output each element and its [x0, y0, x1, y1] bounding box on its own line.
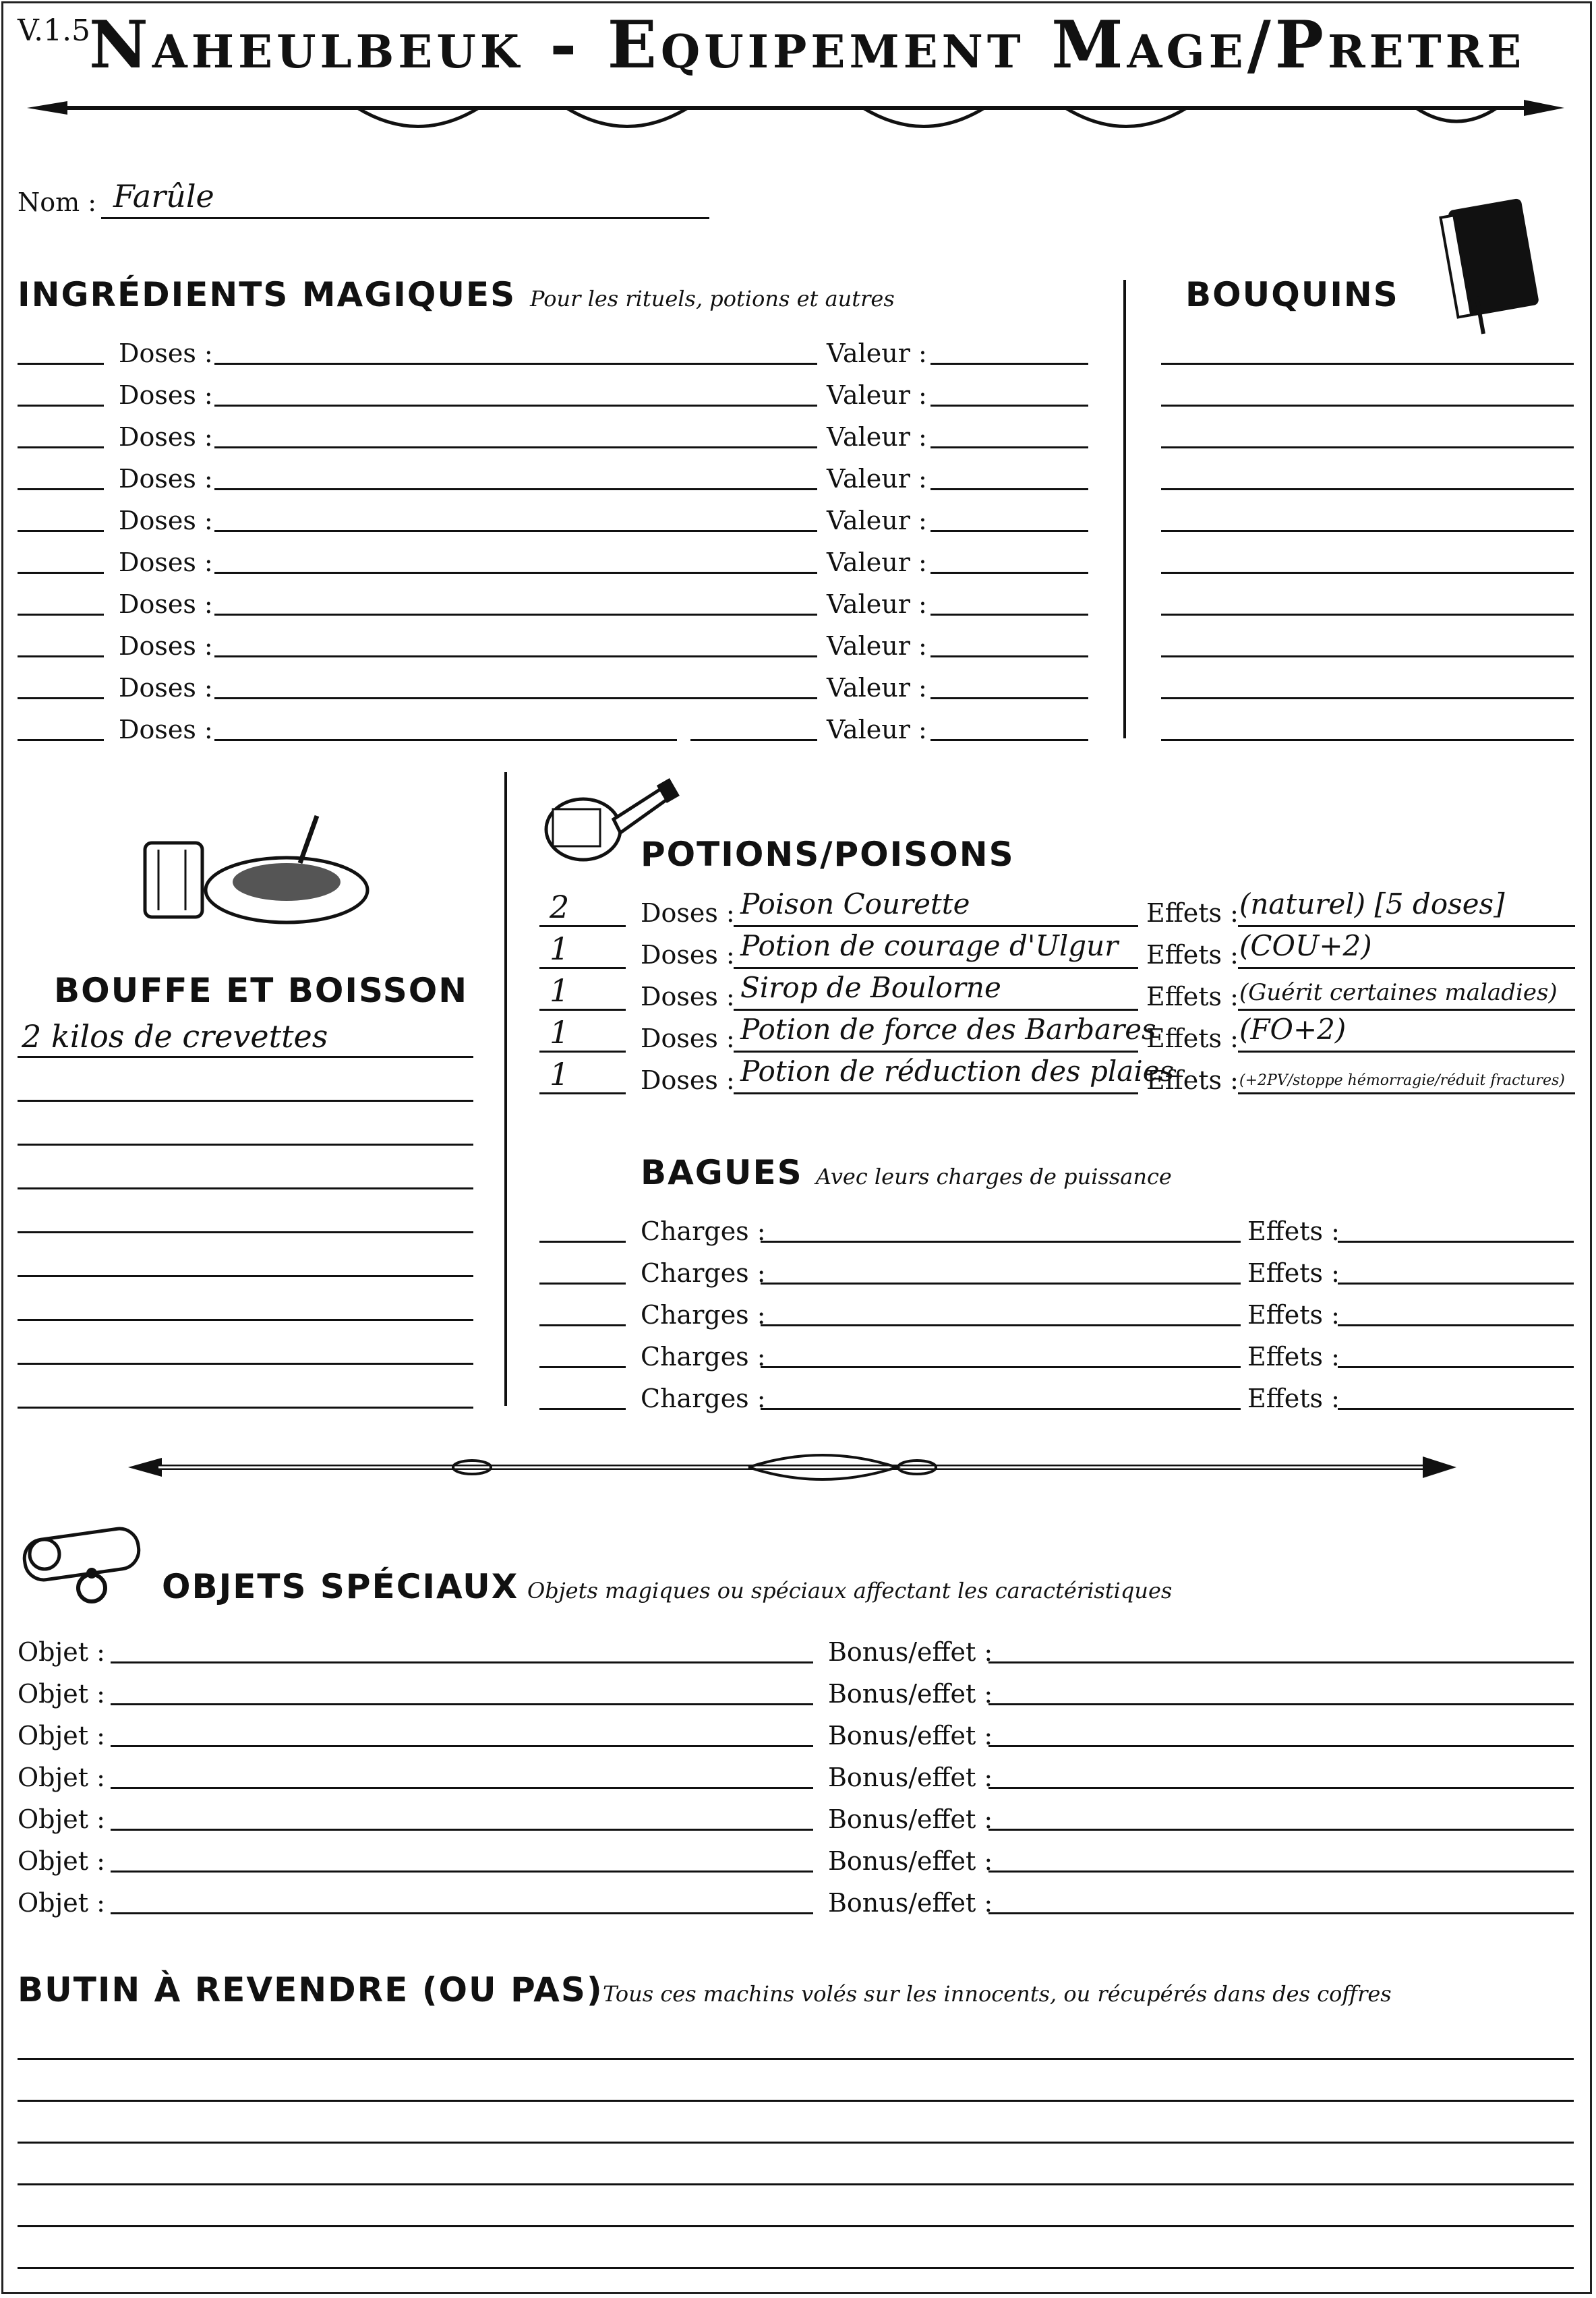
objets-subtitle: Objets magiques ou spéciaux affectant les caractéristiques — [527, 1578, 1173, 1603]
butin-line[interactable] — [18, 2142, 1574, 2144]
potion-effect-line — [1238, 1009, 1575, 1011]
ingredient-valeur-field[interactable] — [930, 405, 1088, 407]
ingredient-valeur-field[interactable] — [930, 614, 1088, 616]
bouquin-line[interactable] — [1161, 655, 1574, 657]
bague-effets-label: Effets : — [1247, 1384, 1340, 1413]
potion-name-line — [734, 967, 1138, 969]
doses-label: Doses : — [119, 338, 213, 368]
nom-label: Nom : — [18, 187, 97, 217]
potion-doses-label: Doses : — [641, 1024, 735, 1053]
objet-field[interactable] — [111, 1870, 813, 1873]
bonus-field[interactable] — [988, 1745, 1574, 1747]
potion-qty[interactable]: 1 — [550, 1056, 570, 1092]
bague-qty-field[interactable] — [539, 1408, 626, 1410]
ingredient-name-field[interactable] — [214, 614, 817, 616]
potion-name[interactable]: Potion de courage d'Ulgur — [740, 929, 1119, 962]
bouquin-line[interactable] — [1161, 488, 1574, 490]
doses-label: Doses : — [119, 380, 213, 410]
bagues-title: BAGUES — [641, 1153, 803, 1192]
bouffe-line[interactable] — [18, 1275, 473, 1277]
ingredient-qty-field[interactable] — [18, 488, 104, 490]
ingredient-name-field[interactable] — [214, 530, 817, 532]
potion-doses-label: Doses : — [641, 1065, 735, 1095]
bouffe-line[interactable] — [18, 1407, 473, 1409]
nom-underline — [101, 217, 709, 219]
bague-charges-field[interactable] — [761, 1283, 1241, 1285]
bouquin-line[interactable] — [1161, 530, 1574, 532]
bouffe-entry-1[interactable]: 2 kilos de crevettes — [22, 1018, 328, 1055]
ingredient-qty-field[interactable] — [18, 739, 104, 741]
bouffe-title: BOUFFE ET BOISSON — [54, 971, 469, 1010]
bague-effets-field[interactable] — [1338, 1366, 1574, 1368]
potion-name-line — [734, 925, 1138, 927]
potion-effets-label: Effets : — [1146, 940, 1239, 970]
valeur-label: Valeur : — [827, 380, 927, 410]
valeur-label: Valeur : — [827, 464, 927, 494]
ingredient-valeur-field[interactable] — [930, 572, 1088, 574]
objet-label: Objet : — [18, 1721, 105, 1750]
book-icon — [1436, 196, 1551, 337]
doses-label: Doses : — [119, 715, 213, 744]
bonus-label: Bonus/effet : — [828, 1846, 993, 1876]
bonus-field[interactable] — [988, 1787, 1574, 1789]
ingredients-separator — [1123, 280, 1126, 738]
butin-title: BUTIN À REVENDRE (OU PAS) — [18, 1970, 603, 2009]
bonus-field[interactable] — [988, 1829, 1574, 1831]
bouquin-line[interactable] — [1161, 739, 1574, 741]
ingredient-valeur-field[interactable] — [930, 446, 1088, 448]
doses-label: Doses : — [119, 673, 213, 703]
ingredient-name-field-extra[interactable] — [690, 739, 817, 741]
potion-effets-label: Effets : — [1146, 1065, 1239, 1095]
potion-effect-line — [1238, 967, 1575, 969]
potion-name[interactable]: Potion de force des Barbares — [740, 1013, 1156, 1046]
bague-effets-field[interactable] — [1338, 1408, 1574, 1410]
potion-effets-label: Effets : — [1146, 982, 1239, 1011]
ingredient-valeur-field[interactable] — [930, 488, 1088, 490]
objet-field[interactable] — [111, 1661, 813, 1663]
ingredient-qty-field[interactable] — [18, 614, 104, 616]
ingredient-name-field[interactable] — [214, 488, 817, 490]
valeur-label: Valeur : — [827, 548, 927, 577]
bonus-field[interactable] — [988, 1661, 1574, 1663]
ingredient-name-field[interactable] — [214, 697, 817, 699]
bouffe-line[interactable] — [18, 1100, 473, 1102]
potion-qty-line — [539, 1009, 626, 1011]
bouffe-line[interactable] — [18, 1319, 473, 1321]
objet-field[interactable] — [111, 1703, 813, 1705]
ingredient-qty-field[interactable] — [18, 446, 104, 448]
objet-label: Objet : — [18, 1679, 105, 1709]
objet-field[interactable] — [111, 1829, 813, 1831]
scroll-ring-icon — [18, 1514, 152, 1615]
butin-line[interactable] — [18, 2058, 1574, 2060]
objet-label: Objet : — [18, 1637, 105, 1667]
bague-effets-label: Effets : — [1247, 1342, 1340, 1372]
ingredient-name-field[interactable] — [214, 363, 817, 365]
ingredient-qty-field[interactable] — [18, 572, 104, 574]
version-label: V.1.5 — [18, 13, 91, 48]
bague-effets-label: Effets : — [1247, 1300, 1340, 1330]
ingredient-qty-field[interactable] — [18, 697, 104, 699]
valeur-label: Valeur : — [827, 589, 927, 619]
butin-line[interactable] — [18, 2225, 1574, 2227]
bonus-field[interactable] — [988, 1912, 1574, 1914]
bague-effets-label: Effets : — [1247, 1258, 1340, 1288]
objets-title: OBJETS SPÉCIAUX — [162, 1567, 519, 1606]
potions-title: POTIONS/POISONS — [641, 835, 1015, 874]
bague-effets-label: Effets : — [1247, 1216, 1340, 1246]
potion-doses-label: Doses : — [641, 940, 735, 970]
bouffe-line[interactable] — [18, 1231, 473, 1233]
bouquin-line[interactable] — [1161, 572, 1574, 574]
potion-qty-line — [539, 925, 626, 927]
bonus-field[interactable] — [988, 1870, 1574, 1873]
bouquin-line[interactable] — [1161, 697, 1574, 699]
bouquin-line[interactable] — [1161, 405, 1574, 407]
valeur-label: Valeur : — [827, 422, 927, 452]
doses-label: Doses : — [119, 422, 213, 452]
valeur-label: Valeur : — [827, 506, 927, 535]
potion-effets-label: Effets : — [1146, 1024, 1239, 1053]
potion-effect-line — [1238, 925, 1575, 927]
objet-label: Objet : — [18, 1846, 105, 1876]
bouquins-title: BOUQUINS — [1185, 275, 1399, 314]
potion-qty[interactable]: 1 — [550, 931, 570, 967]
potion-doses-label: Doses : — [641, 982, 735, 1011]
ingredients-title: INGRÉDIENTS MAGIQUES — [18, 275, 516, 314]
nom-value[interactable]: Farûle — [113, 178, 214, 214]
page-title: Naheulbeuk - Equipement Mage/Pretre — [89, 7, 1526, 83]
bonus-field[interactable] — [988, 1703, 1574, 1705]
potion-qty[interactable]: 2 — [550, 889, 570, 925]
potion-effets-label: Effets : — [1146, 898, 1239, 928]
spear-divider-top-icon — [13, 81, 1578, 148]
bague-qty-field[interactable] — [539, 1366, 626, 1368]
bague-effets-field[interactable] — [1338, 1324, 1574, 1326]
ingredient-name-field[interactable] — [214, 405, 817, 407]
bagues-subtitle: Avec leurs charges de puissance — [816, 1164, 1172, 1189]
bague-effets-field[interactable] — [1338, 1241, 1574, 1243]
butin-line[interactable] — [18, 2100, 1574, 2102]
bonus-label: Bonus/effet : — [828, 1804, 993, 1834]
doses-label: Doses : — [119, 631, 213, 661]
charges-label: Charges : — [641, 1342, 766, 1372]
ingredient-name-field[interactable] — [214, 655, 817, 657]
ingredients-subtitle: Pour les rituels, potions et autres — [530, 286, 895, 312]
potion-qty[interactable]: 1 — [550, 972, 570, 1009]
potion-name-line — [734, 1009, 1138, 1011]
charges-label: Charges : — [641, 1384, 766, 1413]
bonus-label: Bonus/effet : — [828, 1763, 993, 1792]
potion-doses-label: Doses : — [641, 898, 735, 928]
page-frame — [1, 1, 1592, 2294]
doses-label: Doses : — [119, 548, 213, 577]
objet-field[interactable] — [111, 1745, 813, 1747]
bouquin-line[interactable] — [1161, 363, 1574, 365]
potion-qty-line — [539, 1092, 626, 1094]
potion-effect[interactable]: (Guérit certaines maladies) — [1239, 979, 1558, 1006]
butin-subtitle: Tous ces machins volés sur les innocents, ou récupérés dans des coffres — [603, 1981, 1392, 2007]
ingredient-valeur-field[interactable] — [930, 697, 1088, 699]
bague-qty-field[interactable] — [539, 1283, 626, 1285]
bague-charges-field[interactable] — [761, 1324, 1241, 1326]
bonus-label: Bonus/effet : — [828, 1637, 993, 1667]
butin-line[interactable] — [18, 2267, 1574, 2269]
ingredient-qty-field[interactable] — [18, 530, 104, 532]
bouquin-line[interactable] — [1161, 614, 1574, 616]
bouffe-line[interactable] — [18, 1056, 473, 1058]
doses-label: Doses : — [119, 589, 213, 619]
bouffe-line[interactable] — [18, 1187, 473, 1189]
potion-name[interactable]: Sirop de Boulorne — [740, 971, 1001, 1004]
ingredient-valeur-field[interactable] — [930, 530, 1088, 532]
ingredient-name-field[interactable] — [214, 572, 817, 574]
bonus-label: Bonus/effet : — [828, 1721, 993, 1750]
bouffe-line[interactable] — [18, 1144, 473, 1146]
ingredient-qty-field[interactable] — [18, 655, 104, 657]
objet-label: Objet : — [18, 1804, 105, 1834]
bonus-label: Bonus/effet : — [828, 1888, 993, 1918]
bague-effets-field[interactable] — [1338, 1283, 1574, 1285]
objet-field[interactable] — [111, 1787, 813, 1789]
ingredient-name-field[interactable] — [214, 446, 817, 448]
potion-effect-line — [1238, 1092, 1575, 1094]
bague-qty-field[interactable] — [539, 1241, 626, 1243]
bouffe-line[interactable] — [18, 1363, 473, 1365]
ingredient-valeur-field[interactable] — [930, 363, 1088, 365]
charges-label: Charges : — [641, 1216, 766, 1246]
food-icon — [138, 802, 374, 937]
potion-name-line — [734, 1051, 1138, 1053]
charges-label: Charges : — [641, 1258, 766, 1288]
valeur-label: Valeur : — [827, 338, 927, 368]
ingredient-valeur-field[interactable] — [930, 655, 1088, 657]
butin-line[interactable] — [18, 2183, 1574, 2185]
bouffe-separator — [504, 772, 507, 1406]
potion-name[interactable]: Poison Courette — [740, 887, 970, 920]
valeur-label: Valeur : — [827, 631, 927, 661]
potion-qty[interactable]: 1 — [550, 1014, 570, 1051]
ingredient-qty-field[interactable] — [18, 405, 104, 407]
bague-charges-field[interactable] — [761, 1241, 1241, 1243]
bonus-label: Bonus/effet : — [828, 1679, 993, 1709]
potion-name-line — [734, 1092, 1138, 1094]
charges-label: Charges : — [641, 1300, 766, 1330]
doses-label: Doses : — [119, 464, 213, 494]
bague-charges-field[interactable] — [761, 1366, 1241, 1368]
potion-qty-line — [539, 1051, 626, 1053]
bague-qty-field[interactable] — [539, 1324, 626, 1326]
potion-effect[interactable]: (FO+2) — [1239, 1013, 1347, 1046]
objet-label: Objet : — [18, 1763, 105, 1792]
ingredient-qty-field[interactable] — [18, 363, 104, 365]
potion-qty-line — [539, 967, 626, 969]
ingredient-name-field[interactable] — [214, 739, 677, 741]
ingredient-valeur-field[interactable] — [930, 739, 1088, 741]
staff-divider-icon — [121, 1443, 1463, 1497]
valeur-label: Valeur : — [827, 715, 927, 744]
valeur-label: Valeur : — [827, 673, 927, 703]
bague-charges-field[interactable] — [761, 1408, 1241, 1410]
potion-effect[interactable]: (+2PV/stoppe hémorragie/réduit fractures) — [1239, 1072, 1565, 1089]
potion-name[interactable]: Potion de réduction des plaies — [740, 1055, 1175, 1088]
objet-label: Objet : — [18, 1888, 105, 1918]
potion-effect[interactable]: (naturel) [5 doses] — [1239, 887, 1505, 920]
potion-effect-line — [1238, 1051, 1575, 1053]
doses-label: Doses : — [119, 506, 213, 535]
objet-field[interactable] — [111, 1912, 813, 1914]
bouquin-line[interactable] — [1161, 446, 1574, 448]
potion-effect[interactable]: (COU+2) — [1239, 929, 1372, 962]
